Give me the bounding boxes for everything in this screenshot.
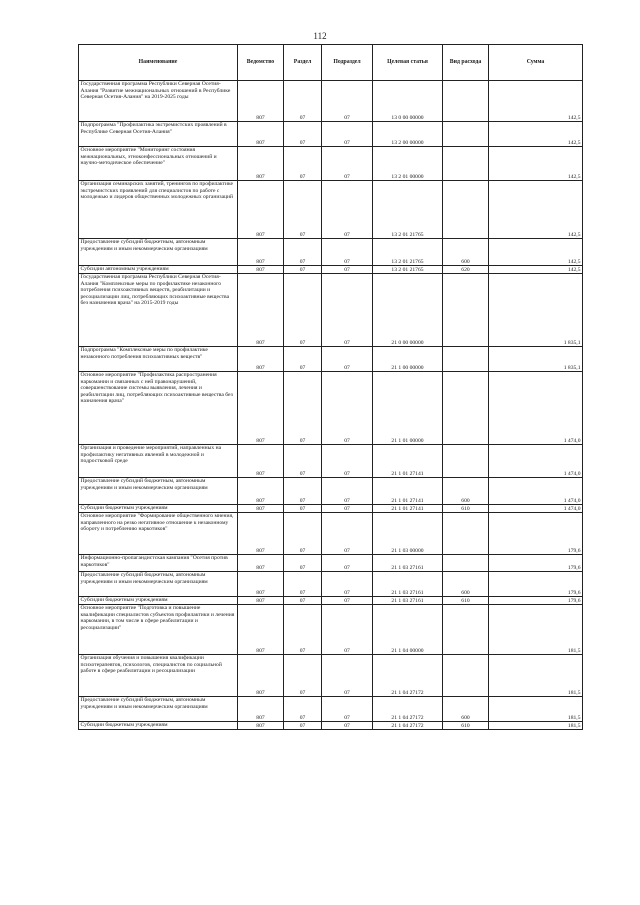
row-expense-type	[443, 655, 489, 697]
row-expense-type	[443, 181, 489, 239]
row-subsection: 07	[322, 266, 373, 274]
row-subsection: 07	[322, 572, 373, 597]
row-amount: 179,6	[489, 597, 583, 605]
row-department: 807	[238, 122, 284, 147]
row-amount: 1 835,1	[489, 274, 583, 347]
row-target-article: 13 0 00 00000	[373, 81, 443, 122]
row-name: Основное мероприятие "Профилактика распространения наркомании и связанных с ней правонарушений, совершенствование системы выявления, лечения и реабилитации лиц, потребляющих психоактивные вещества без назначения врача"	[79, 372, 238, 445]
row-amount: 179,6	[489, 513, 583, 555]
header-subsection: Подраздел	[322, 45, 373, 81]
row-amount: 1 474,0	[489, 478, 583, 505]
row-section: 07	[284, 181, 322, 239]
row-amount: 1 835,1	[489, 347, 583, 372]
row-expense-type	[443, 347, 489, 372]
row-subsection: 07	[322, 597, 373, 605]
row-department: 807	[238, 266, 284, 274]
row-expense-type	[443, 372, 489, 445]
row-section: 07	[284, 445, 322, 478]
row-subsection: 07	[322, 697, 373, 722]
row-target-article: 21 1 01 27141	[373, 505, 443, 513]
row-target-article: 13 2 01 00000	[373, 147, 443, 181]
row-target-article: 21 1 04 27172	[373, 697, 443, 722]
header-expense-type: Вид расхода	[443, 45, 489, 81]
table-row	[79, 274, 583, 347]
row-expense-type	[443, 445, 489, 478]
row-subsection: 07	[322, 181, 373, 239]
table-row	[79, 445, 583, 478]
row-target-article: 21 1 03 00000	[373, 513, 443, 555]
row-subsection: 07	[322, 372, 373, 445]
row-subsection: 07	[322, 274, 373, 347]
row-department: 807	[238, 274, 284, 347]
row-subsection: 07	[322, 555, 373, 572]
table-row	[79, 697, 583, 722]
row-department: 807	[238, 81, 284, 122]
row-name: Основное мероприятие "Мониторинг состояния межнациональных, этноконфессиональных отношений и научно-методическое обеспечение"	[79, 147, 238, 181]
row-name: Основное мероприятие "Подготовка и повышение квалификации специалистов субъектов профилактики и лечения наркомании, в том числе в сфере реабилитации и ресоциализации"	[79, 605, 238, 655]
row-expense-type: 600	[443, 697, 489, 722]
row-target-article: 21 0 00 00000	[373, 274, 443, 347]
table-row	[79, 722, 583, 730]
row-department: 807	[238, 478, 284, 505]
row-target-article: 21 1 04 27172	[373, 722, 443, 730]
row-department: 807	[238, 147, 284, 181]
table-row	[79, 597, 583, 605]
row-amount: 181,5	[489, 697, 583, 722]
row-amount: 181,5	[489, 655, 583, 697]
row-section: 07	[284, 513, 322, 555]
row-expense-type	[443, 147, 489, 181]
row-amount: 142,5	[489, 181, 583, 239]
row-target-article: 21 1 04 00000	[373, 605, 443, 655]
table-row	[79, 513, 583, 555]
row-department: 807	[238, 722, 284, 730]
row-expense-type	[443, 81, 489, 122]
row-amount: 181,5	[489, 605, 583, 655]
row-name: Основное мероприятие "Формирование общественного мнения, направленного на резко негативное отношение к незаконному обороту и потреблению наркотиков"	[79, 513, 238, 555]
row-subsection: 07	[322, 147, 373, 181]
row-subsection: 07	[322, 505, 373, 513]
table-row	[79, 147, 583, 181]
row-target-article: 13 2 00 00000	[373, 122, 443, 147]
row-name: Государственная программа Республики Северная Осетия-Алания "Развитие межнациональных отношений в Республике Северная Осетия-Алания" на 2019-2025 годы	[79, 81, 238, 122]
row-name: Предоставление субсидий бюджетным, автономным учреждениям и иным некоммерческим организациям	[79, 478, 238, 505]
header-department: Ведомство	[238, 45, 284, 81]
table-row	[79, 266, 583, 274]
row-section: 07	[284, 597, 322, 605]
row-amount: 142,5	[489, 239, 583, 266]
row-department: 807	[238, 505, 284, 513]
row-section: 07	[284, 478, 322, 505]
row-name: Организация семинарских занятий, тренингов по профилактике экстремистских проявлений для специалистов по работе с молодежью и лидеров общественных молодежных организаций	[79, 181, 238, 239]
row-section: 07	[284, 347, 322, 372]
row-subsection: 07	[322, 239, 373, 266]
row-target-article: 21 1 03 27161	[373, 572, 443, 597]
row-section: 07	[284, 274, 322, 347]
table-header-row	[79, 45, 583, 81]
row-name: Организация обучения и повышения квалификации психотерапевтов, психологов, специалистов по социальной работе в сфере реабилитации и ресоциализации	[79, 655, 238, 697]
header-section: Раздел	[284, 45, 322, 81]
row-section: 07	[284, 81, 322, 122]
table-row	[79, 181, 583, 239]
row-expense-type	[443, 122, 489, 147]
row-name: Субсидии автономным учреждениям	[79, 266, 238, 274]
row-department: 807	[238, 597, 284, 605]
row-subsection: 07	[322, 513, 373, 555]
row-department: 807	[238, 572, 284, 597]
row-subsection: 07	[322, 722, 373, 730]
header-target-article: Целевая статья	[373, 45, 443, 81]
row-name: Информационно-пропагандистская кампания "Осетия против наркотиков"	[79, 555, 238, 572]
row-target-article: 21 1 01 27141	[373, 445, 443, 478]
row-expense-type: 600	[443, 572, 489, 597]
row-name: Субсидии бюджетным учреждениям	[79, 597, 238, 605]
row-name: Подпрограмма "Профилактика экстремистских проявлений в Республике Северная Осетия-Алания"	[79, 122, 238, 147]
row-department: 807	[238, 181, 284, 239]
row-name: Организация и проведение мероприятий, направленных на профилактику негативных явлений в молодежной и подростковой среде	[79, 445, 238, 478]
row-subsection: 07	[322, 478, 373, 505]
row-expense-type	[443, 555, 489, 572]
row-amount: 142,5	[489, 147, 583, 181]
row-expense-type: 610	[443, 722, 489, 730]
row-section: 07	[284, 505, 322, 513]
row-name: Предоставление субсидий бюджетным, автономным учреждениям и иным некоммерческим организациям	[79, 572, 238, 597]
row-subsection: 07	[322, 605, 373, 655]
table-row	[79, 239, 583, 266]
row-name: Субсидии бюджетным учреждениям	[79, 722, 238, 730]
row-name: Подпрограмма "Комплексные меры по профилактике незаконного потребления психоактивных веществ"	[79, 347, 238, 372]
row-amount: 179,6	[489, 572, 583, 597]
row-department: 807	[238, 347, 284, 372]
table-row	[79, 478, 583, 505]
row-department: 807	[238, 605, 284, 655]
row-target-article: 13 2 01 21765	[373, 239, 443, 266]
row-subsection: 07	[322, 347, 373, 372]
row-department: 807	[238, 372, 284, 445]
row-section: 07	[284, 572, 322, 597]
row-department: 807	[238, 555, 284, 572]
row-section: 07	[284, 266, 322, 274]
row-subsection: 07	[322, 122, 373, 147]
table-row	[79, 81, 583, 122]
row-section: 07	[284, 697, 322, 722]
row-section: 07	[284, 555, 322, 572]
row-section: 07	[284, 122, 322, 147]
row-section: 07	[284, 655, 322, 697]
row-amount: 1 474,0	[489, 445, 583, 478]
row-expense-type: 600	[443, 478, 489, 505]
row-department: 807	[238, 655, 284, 697]
table-row	[79, 347, 583, 372]
row-section: 07	[284, 722, 322, 730]
table-row	[79, 122, 583, 147]
row-target-article: 21 1 01 27141	[373, 478, 443, 505]
row-target-article: 21 1 03 27161	[373, 555, 443, 572]
row-expense-type: 620	[443, 266, 489, 274]
row-name: Предоставление субсидий бюджетным, автономным учреждениям и иным некоммерческим организациям	[79, 239, 238, 266]
row-section: 07	[284, 605, 322, 655]
table-row	[79, 655, 583, 697]
table-row	[79, 605, 583, 655]
row-subsection: 07	[322, 655, 373, 697]
row-target-article: 13 2 01 21765	[373, 181, 443, 239]
row-expense-type	[443, 605, 489, 655]
row-name: Субсидии бюджетным учреждениям	[79, 505, 238, 513]
row-amount: 1 474,0	[489, 505, 583, 513]
table-row	[79, 555, 583, 572]
row-name: Государственная программа Республики Северная Осетия-Алания "Комплексные меры по профилактике незаконного потребления психоактивных веществ, реабилитации и ресоциализации лиц, потребляющих психоактивные вещества без назначения врача" на 2015-2019 годы	[79, 274, 238, 347]
row-section: 07	[284, 372, 322, 445]
header-amount: Сумма	[489, 45, 583, 81]
row-amount: 1 474,0	[489, 372, 583, 445]
row-section: 07	[284, 147, 322, 181]
table-body	[79, 81, 583, 730]
row-expense-type: 600	[443, 239, 489, 266]
row-name: Предоставление субсидий бюджетным, автономным учреждениям и иным некоммерческим организациям	[79, 697, 238, 722]
row-department: 807	[238, 239, 284, 266]
row-expense-type	[443, 274, 489, 347]
row-expense-type	[443, 513, 489, 555]
header-name: Наименование	[79, 45, 238, 81]
budget-table	[78, 44, 583, 730]
row-expense-type: 610	[443, 597, 489, 605]
row-department: 807	[238, 513, 284, 555]
row-target-article: 13 2 01 21765	[373, 266, 443, 274]
row-target-article: 21 1 03 27161	[373, 597, 443, 605]
table-row	[79, 505, 583, 513]
row-section: 07	[284, 239, 322, 266]
row-target-article: 21 1 04 27172	[373, 655, 443, 697]
page-number: 112	[313, 31, 327, 41]
table-row	[79, 572, 583, 597]
row-amount: 181,5	[489, 722, 583, 730]
row-amount: 179,6	[489, 555, 583, 572]
row-target-article: 21 1 01 00000	[373, 372, 443, 445]
row-amount: 142,5	[489, 122, 583, 147]
row-expense-type: 610	[443, 505, 489, 513]
row-amount: 142,5	[489, 81, 583, 122]
row-department: 807	[238, 445, 284, 478]
table-row	[79, 372, 583, 445]
row-target-article: 21 1 00 00000	[373, 347, 443, 372]
row-amount: 142,5	[489, 266, 583, 274]
row-department: 807	[238, 697, 284, 722]
row-subsection: 07	[322, 445, 373, 478]
row-subsection: 07	[322, 81, 373, 122]
